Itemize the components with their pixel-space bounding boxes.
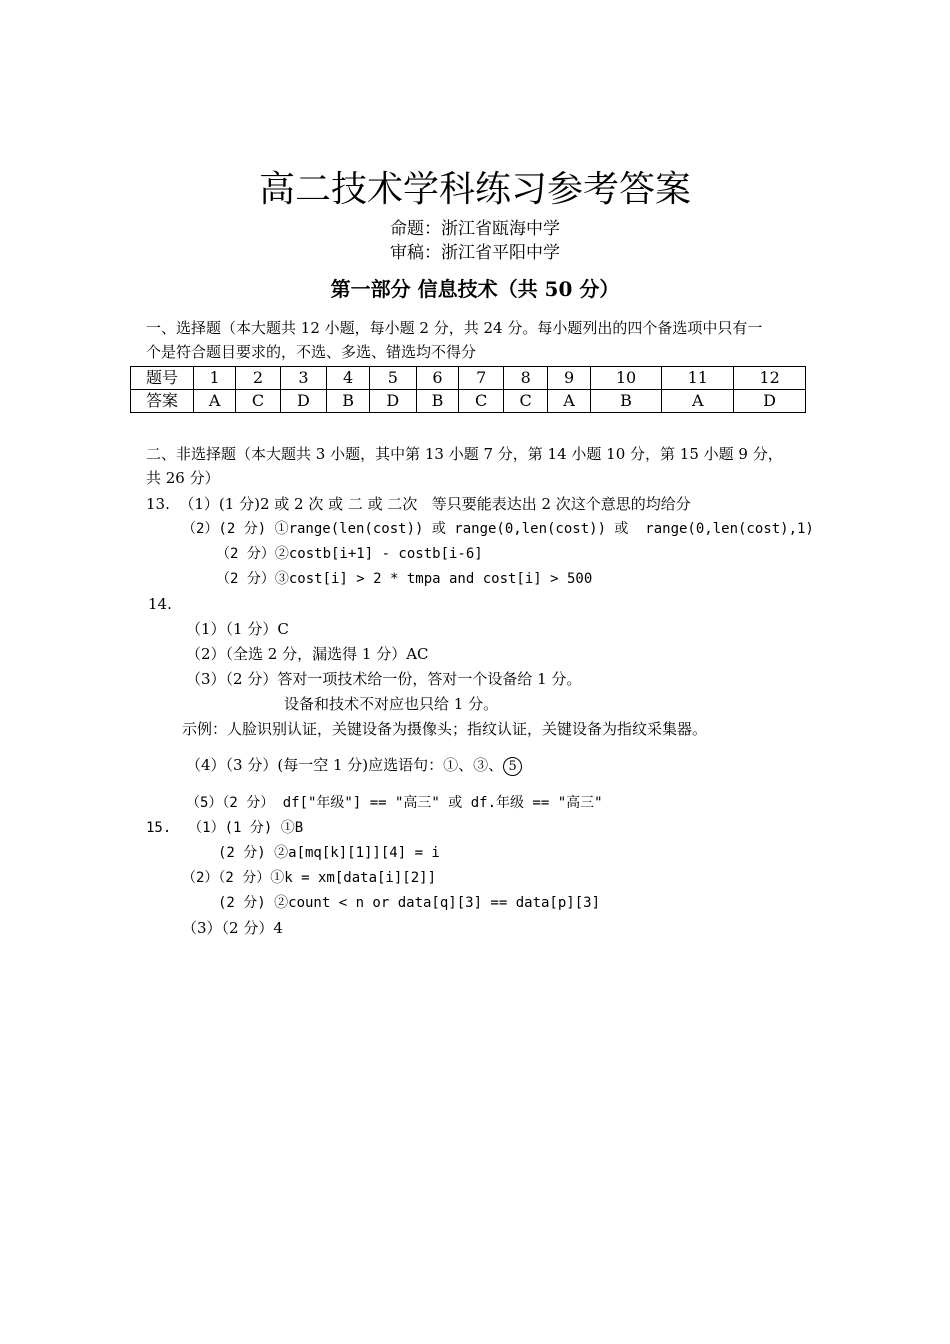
q14-number: 14. bbox=[148, 595, 172, 613]
question-number-cell: 5 bbox=[370, 367, 416, 390]
q13-part1: 13. （1）(1 分)2 或 2 次 或 二 或 二次 等只要能表达出 2 次这个意思的均给分 bbox=[146, 495, 691, 513]
q15-part1: 15. （1）(1 分) ①B bbox=[146, 820, 304, 836]
q13-part4: （2 分）③cost[i] > 2 * tmpa and cost[i] > 500 bbox=[216, 571, 593, 587]
question-number-cell: 11 bbox=[662, 367, 734, 390]
answer-cell: A bbox=[548, 390, 590, 413]
section1-instructions-line1: 一、选择题（本大题共 12 小题，每小题 2 分，共 24 分。每小题列出的四个备选项中只有一 bbox=[146, 319, 763, 337]
question-number-cell: 10 bbox=[590, 367, 662, 390]
question-number-cell: 3 bbox=[280, 367, 326, 390]
q15-part1-sub2: (2 分) ②a[mq[k][1]][4] = i bbox=[218, 845, 440, 861]
q14-part3: （3）（2 分）答对一项技术给一份，答对一个设备给 1 分。 bbox=[186, 670, 582, 688]
table-row-answers bbox=[131, 390, 806, 413]
q14-part2: （2）（全选 2 分，漏选得 1 分）AC bbox=[186, 645, 429, 663]
q15-part2: （2）（2 分）①k = xm[data[i][2]] bbox=[182, 870, 437, 886]
question-number-cell: 7 bbox=[459, 367, 504, 390]
answer-cell: B bbox=[327, 390, 370, 413]
answer-cell: D bbox=[280, 390, 326, 413]
circled-five: 5 bbox=[503, 757, 522, 776]
q15-part3: （3）（2 分）4 bbox=[182, 919, 283, 937]
question-number-cell: 8 bbox=[503, 367, 548, 390]
answer-cell: C bbox=[503, 390, 548, 413]
proposer-line: 命题：浙江省瓯海中学 bbox=[390, 219, 560, 239]
answer-cell: B bbox=[416, 390, 459, 413]
answer-cell: A bbox=[662, 390, 734, 413]
section2-instructions-line2: 共 26 分） bbox=[146, 469, 220, 487]
question-number-cell: 12 bbox=[734, 367, 806, 390]
q13-part2: （2）(2 分) ①range(len(cost)) 或 range(0,len(cost)) 或 range(0,len(cost),1) bbox=[182, 521, 814, 537]
answer-cell: A bbox=[194, 390, 236, 413]
answer-cell: D bbox=[370, 390, 416, 413]
q14-part4 bbox=[186, 755, 522, 776]
q14-example: 示例：人脸识别认证，关键设备为摄像头；指纹认证，关键设备为指纹采集器。 bbox=[182, 720, 708, 738]
row-label-number: 题号 bbox=[131, 367, 194, 390]
answer-cell: D bbox=[734, 390, 806, 413]
question-number-cell: 9 bbox=[548, 367, 590, 390]
table-row-numbers bbox=[131, 367, 806, 390]
document-title: 高二技术学科练习参考答案 bbox=[258, 169, 691, 210]
q14-part5: （5）（2 分） df["年级"] == "高三" 或 df.年级 == "高三" bbox=[186, 795, 603, 811]
question-number-cell: 2 bbox=[236, 367, 281, 390]
q14-part4-text: （4）（3 分）(每一空 1 分)应选语句：①、③、 bbox=[186, 756, 504, 774]
q14-part1: （1）（1 分）C bbox=[186, 620, 289, 638]
q14-part3-note: 设备和技术不对应也只给 1 分。 bbox=[284, 695, 499, 713]
question-number-cell: 4 bbox=[327, 367, 370, 390]
section1-instructions-line2: 个是符合题目要求的，不选、多选、错选均不得分 bbox=[146, 343, 477, 361]
reviewer-line: 审稿：浙江省平阳中学 bbox=[390, 243, 560, 263]
answer-cell: C bbox=[236, 390, 281, 413]
q13-part3: （2 分）②costb[i+1] - costb[i-6] bbox=[216, 546, 483, 562]
question-number-cell: 1 bbox=[194, 367, 236, 390]
q15-part2-sub2: (2 分) ②count < n or data[q][3] == data[p][3] bbox=[218, 895, 601, 911]
answer-cell: C bbox=[459, 390, 504, 413]
choice-answer-table bbox=[130, 366, 806, 413]
section2-instructions-line1: 二、非选择题（本大题共 3 小题，其中第 13 小题 7 分，第 14 小题 10 分，第 15 小题 9 分， bbox=[146, 445, 783, 463]
row-label-answer: 答案 bbox=[131, 390, 194, 413]
question-number-cell: 6 bbox=[416, 367, 459, 390]
answer-cell: B bbox=[590, 390, 662, 413]
part1-heading: 第一部分 信息技术（共 50 分） bbox=[330, 277, 620, 301]
